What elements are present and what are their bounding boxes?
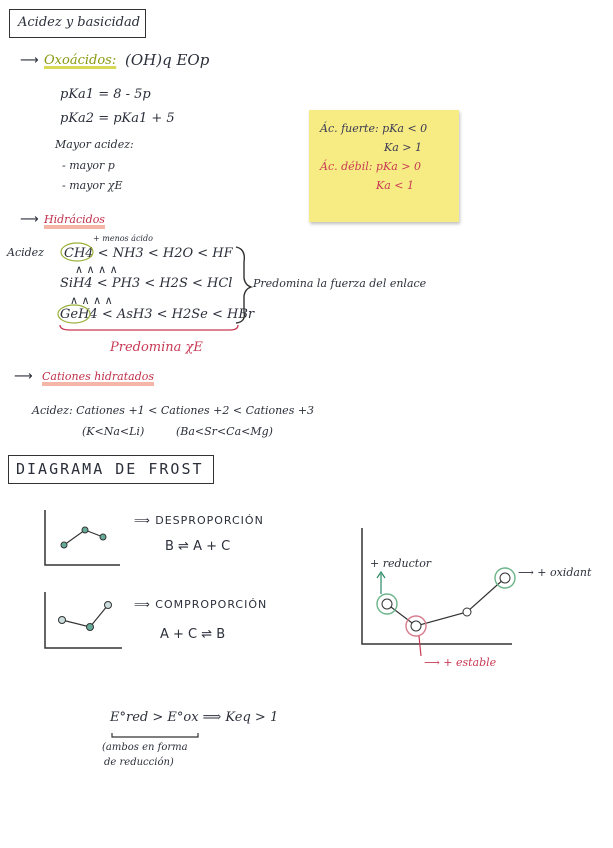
redox-note-2: de reducción) bbox=[104, 757, 174, 768]
fuerza-enlace-note: Predomina la fuerza del enlace bbox=[253, 277, 427, 290]
frost-point bbox=[411, 621, 421, 631]
menos-acido-note: + menos ácido bbox=[93, 234, 153, 243]
reductor-label: + reductor bbox=[370, 557, 432, 570]
mayor-acidez-label: Mayor acidez: bbox=[55, 138, 134, 151]
predomina-xe-note: Predomina χE bbox=[110, 340, 203, 355]
frost-title: DIAGRAMA DE FROST bbox=[16, 460, 204, 478]
frost-axes bbox=[362, 528, 512, 644]
desp-axes bbox=[45, 510, 120, 565]
oxoacidos-label: Oxoácidos: bbox=[44, 53, 117, 68]
redox-note-1: (ambos en forma bbox=[102, 742, 188, 753]
desp-point bbox=[61, 542, 67, 548]
desp-point bbox=[82, 527, 88, 533]
comp-line bbox=[62, 605, 108, 627]
cationes-acidez: Acidez: Cationes +1 < Cationes +2 < Cationes +3 bbox=[32, 404, 315, 417]
desproporcion-equation: B ⇌ A + C bbox=[165, 539, 231, 554]
cationes-label: Cationes hidratados bbox=[42, 370, 155, 383]
arrow-icon: ⟶ bbox=[20, 53, 39, 68]
redox-underbrace bbox=[112, 733, 198, 737]
estable-arrow bbox=[419, 636, 421, 656]
comp-point bbox=[87, 624, 94, 631]
caret-row2: ∧ ∧ ∧ ∧ bbox=[70, 294, 113, 307]
acido-debil-line: Ác. débil: pKa > 0 bbox=[320, 160, 421, 173]
frost-point bbox=[500, 573, 510, 583]
comproporcion-label: ⟹ COMPROPORCIÓN bbox=[134, 598, 268, 611]
comp-point bbox=[59, 617, 66, 624]
desp-point bbox=[100, 534, 106, 540]
pka1-equation: pKa1 = 8 - 5p bbox=[60, 87, 151, 102]
hidracidos-row3: GeH4 < AsH3 < H2Se < HBr bbox=[60, 307, 255, 322]
frost-point bbox=[382, 599, 392, 609]
frost-point bbox=[463, 608, 471, 616]
caret-row1: ∧ ∧ ∧ ∧ bbox=[75, 263, 118, 276]
page-title: Acidez y basicidad bbox=[18, 15, 141, 30]
acido-fuerte-ka: Ka > 1 bbox=[384, 141, 422, 154]
bottom-bracket bbox=[60, 325, 238, 330]
ch4-highlight bbox=[61, 243, 93, 261]
acidez-label: Acidez bbox=[7, 246, 44, 259]
right-brace bbox=[236, 247, 251, 323]
cationes-sub1: (K<Na<Li) bbox=[82, 425, 145, 438]
pka2-equation: pKa2 = pKa1 + 5 bbox=[60, 111, 175, 126]
comproporcion-equation: A + C ⇌ B bbox=[160, 627, 226, 642]
mayor-xe-item: - mayor χE bbox=[62, 179, 123, 192]
hidracidos-row2: SiH4 < PH3 < H2S < HCl bbox=[60, 276, 233, 291]
acido-debil-ka: Ka < 1 bbox=[376, 179, 414, 192]
desproporcion-label: ⟹ DESPROPORCIÓN bbox=[134, 514, 264, 527]
hidracidos-label: Hidrácidos bbox=[44, 213, 105, 226]
arrow-icon: ⟶ bbox=[14, 369, 33, 384]
oxidant-label: ⟶ + oxidant bbox=[518, 566, 592, 579]
oxoacidos-formula: (OH)q EOp bbox=[125, 51, 210, 69]
comp-axes bbox=[45, 592, 122, 648]
comp-point bbox=[105, 602, 112, 609]
cationes-sub2: (Ba<Sr<Ca<Mg) bbox=[176, 425, 273, 438]
frost-curve bbox=[387, 578, 505, 626]
geh4-highlight bbox=[58, 305, 90, 323]
arrow-icon: ⟶ bbox=[20, 212, 39, 227]
mayor-p-item: - mayor p bbox=[62, 159, 115, 172]
redox-condition: E°red > E°ox ⟹ Keq > 1 bbox=[110, 710, 279, 725]
estable-label: ⟶ + estable bbox=[424, 656, 497, 669]
acido-fuerte-line: Ác. fuerte: pKa < 0 bbox=[320, 122, 428, 135]
hidracidos-row1: CH4 < NH3 < H2O < HF bbox=[64, 246, 233, 261]
